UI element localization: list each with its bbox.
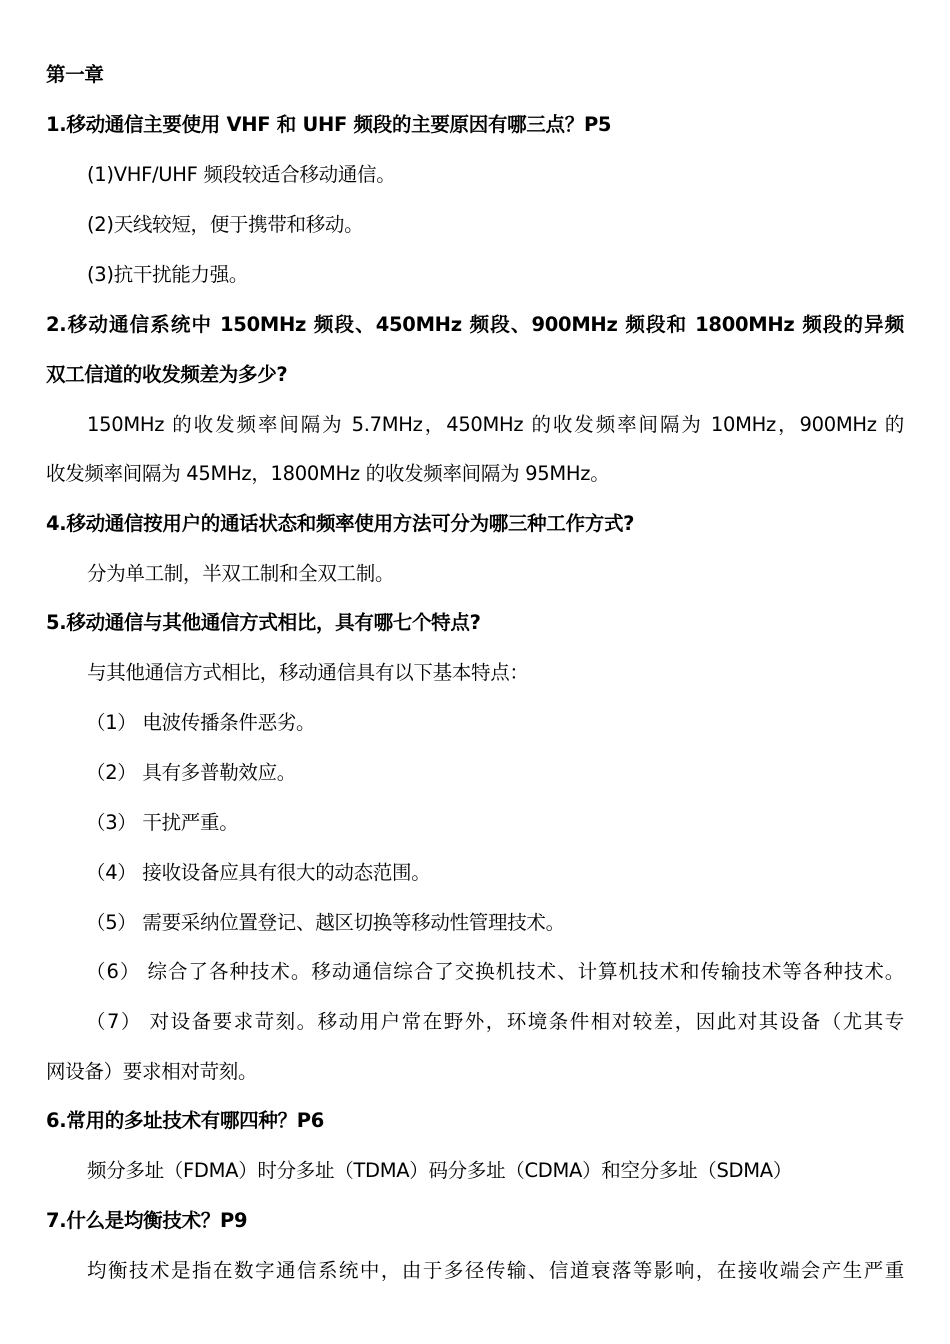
answer-7-line-1: 均衡技术是指在数字通信系统中，由于多径传输、信道衰落等影响，在接收端会产生严重 [87, 1259, 904, 1282]
answer-5-item-7: （7） 对设备要求苛刻。移动用户常在野外，环境条件相对较差，因此对其设备（尤其专 [86, 1010, 904, 1033]
answer-6: 频分多址（FDMA）时分多址（TDMA）码分多址（CDMA）和空分多址（SDMA） [87, 1159, 793, 1182]
question-5: 5.移动通信与其他通信方式相比，具有哪七个特点? [46, 611, 481, 634]
question-7: 7.什么是均衡技术？P9 [46, 1209, 248, 1232]
answer-5-item-2: （2） 具有多普勒效应。 [86, 761, 297, 784]
answer-5-item-5: （5） 需要采纳位置登记、越区切换等移动性管理技术。 [86, 911, 565, 934]
answer-1-item-1: (1)VHF/UHF 频段较适合移动通信。 [87, 163, 396, 186]
answer-5-item-1: （1） 电波传播条件恶劣。 [86, 711, 316, 734]
answer-5-item-4: （4） 接收设备应具有很大的动态范围。 [86, 861, 431, 884]
answer-5-item-6: （6） 综合了各种技术。移动通信综合了交换机技术、计算机技术和传输技术等各种技术。 [86, 960, 904, 983]
chapter-heading: 第一章 [46, 63, 104, 86]
answer-2-line-2: 收发频率间隔为 45MHz，1800MHz 的收发频率间隔为 95MHz。 [46, 462, 610, 485]
answer-5-item-7-continued: 网设备）要求相对苛刻。 [46, 1060, 258, 1083]
answer-5-intro: 与其他通信方式相比，移动通信具有以下基本特点： [87, 661, 529, 684]
question-1: 1.移动通信主要使用 VHF 和 UHF 频段的主要原因有哪三点？P5 [46, 113, 612, 136]
answer-4: 分为单工制，半双工制和全双工制。 [87, 562, 395, 585]
question-2-line-1: 2.移动通信系统中 150MHz 频段、450MHz 频段、900MHz 频段和 1800MHz 频段的异频 [46, 313, 904, 336]
answer-1-item-3: (3)抗干扰能力强。 [87, 263, 249, 286]
question-2-line-2: 双工信道的收发频差为多少? [46, 363, 288, 386]
question-6: 6.常用的多址技术有哪四种？P6 [46, 1109, 325, 1132]
answer-2-line-1: 150MHz 的收发频率间隔为 5.7MHz，450MHz 的收发频率间隔为 10MHz，900MHz 的 [87, 413, 904, 436]
question-4: 4.移动通信按用户的通话状态和频率使用方法可分为哪三种工作方式? [46, 512, 635, 535]
answer-1-item-2: (2)天线较短，便于携带和移动。 [87, 213, 364, 236]
answer-5-item-3: （3） 干扰严重。 [86, 811, 239, 834]
